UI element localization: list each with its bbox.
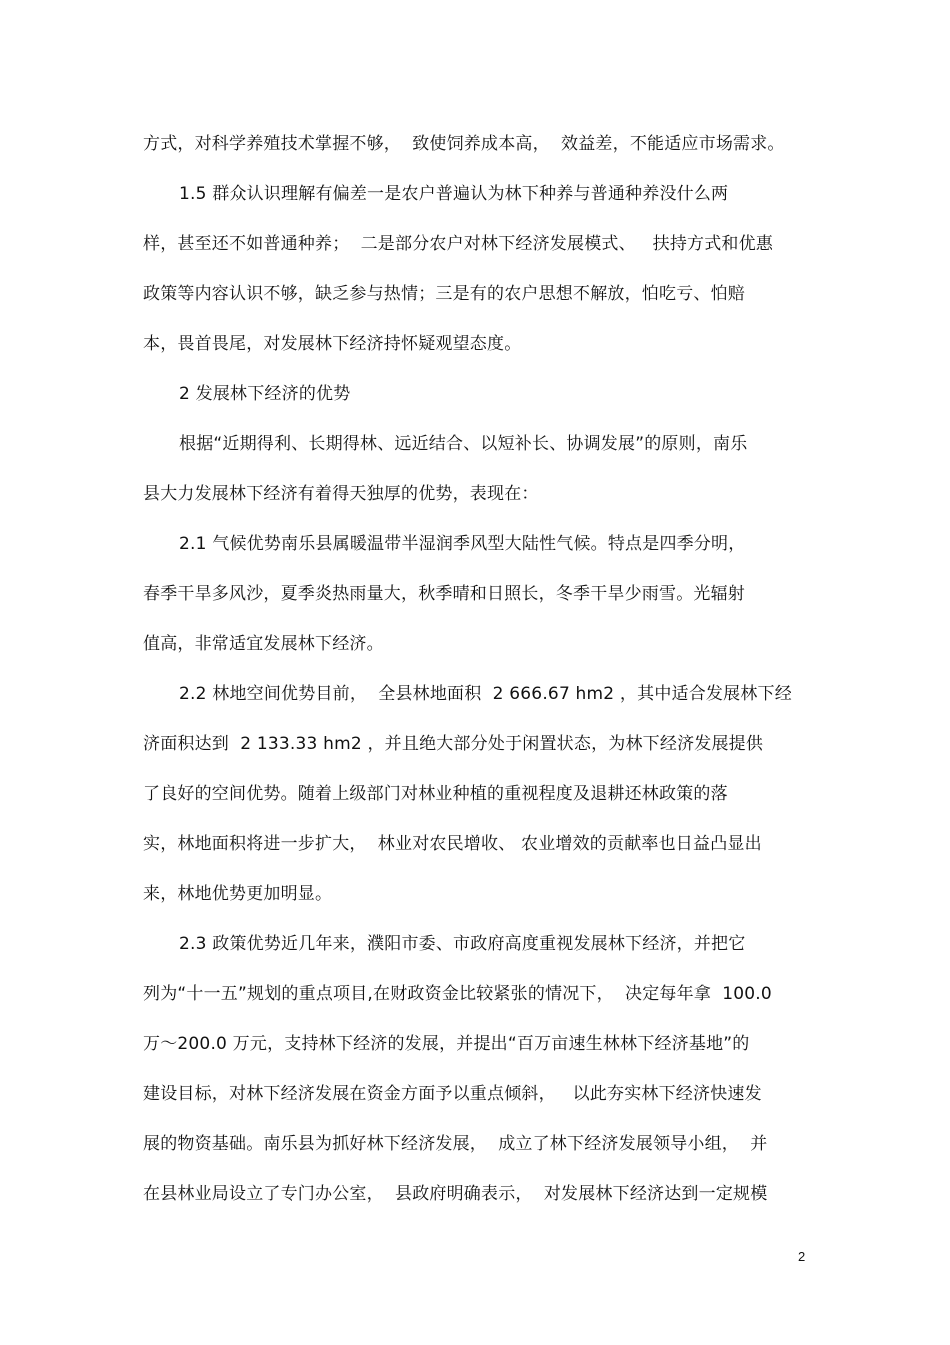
paragraph-line: 样，甚至还不如普通种养； 二是部分农户对林下经济发展模式、 扶持方式和优惠 [143,234,774,254]
paragraph-line: 本，畏首畏尾，对发展林下经济持怀疑观望态度。 [143,334,522,354]
paragraph-line: 县大力发展林下经济有着得天独厚的优势，表现在： [143,484,539,504]
paragraph-line: 2.2 林地空间优势目前， 全县林地面积 2 666.67 hm2 ，其中适合发展林下经 [179,684,792,704]
paragraph-line: 列为“十一五”规划的重点项目,在财政资金比较紧张的情况下， 决定每年拿 100.0 [143,984,772,1004]
section-heading: 2 发展林下经济的优势 [179,384,351,404]
paragraph-line: 2.1 气候优势南乐县属暖温带半湿润季风型大陆性气候。特点是四季分明， [179,534,746,554]
paragraph-line: 万～200.0 万元，支持林下经济的发展，并提出“百万亩速生林林下经济基地”的 [143,1034,750,1054]
paragraph-line: 值高，非常适宜发展林下经济。 [143,634,384,654]
paragraph-line: 根据“近期得利、长期得林、远近结合、以短补长、协调发展”的原则，南乐 [179,434,748,454]
paragraph-line: 展的物资基础。南乐县为抓好林下经济发展， 成立了林下经济发展领导小组， 并 [143,1134,768,1154]
paragraph-line: 政策等内容认识不够，缺乏参与热情；三是有的农户思想不解放，怕吃亏、怕赔 [143,284,745,304]
paragraph-line: 2.3 政策优势近几年来，濮阳市委、市政府高度重视发展林下经济，并把它 [179,934,746,954]
paragraph-line: 方式，对科学养殖技术掌握不够， 致使饲养成本高， 效益差，不能适应市场需求。 [143,134,785,154]
paragraph-line: 来，林地优势更加明显。 [143,884,333,904]
paragraph-line: 在县林业局设立了专门办公室， 县政府明确表示， 对发展林下经济达到一定规模 [143,1184,768,1204]
paragraph-line: 建设目标，对林下经济发展在资金方面予以重点倾斜， 以此夯实林下经济快速发 [143,1084,762,1104]
page-number: 2 [798,1249,806,1264]
paragraph-line: 济面积达到 2 133.33 hm2 ，并且绝大部分处于闲置状态，为林下经济发展提供 [143,734,764,754]
paragraph-line: 春季干旱多风沙，夏季炎热雨量大，秋季晴和日照长，冬季干旱少雨雪。光辐射 [143,584,745,604]
paragraph-line: 了良好的空间优势。随着上级部门对林业种植的重视程度及退耕还林政策的落 [143,784,728,804]
paragraph-line: 1.5 群众认识理解有偏差一是农户普遍认为林下种养与普通种养没什么两 [179,184,729,204]
paragraph-line: 实，林地面积将进一步扩大， 林业对农民增收、 农业增效的贡献率也日益凸显出 [143,834,762,854]
